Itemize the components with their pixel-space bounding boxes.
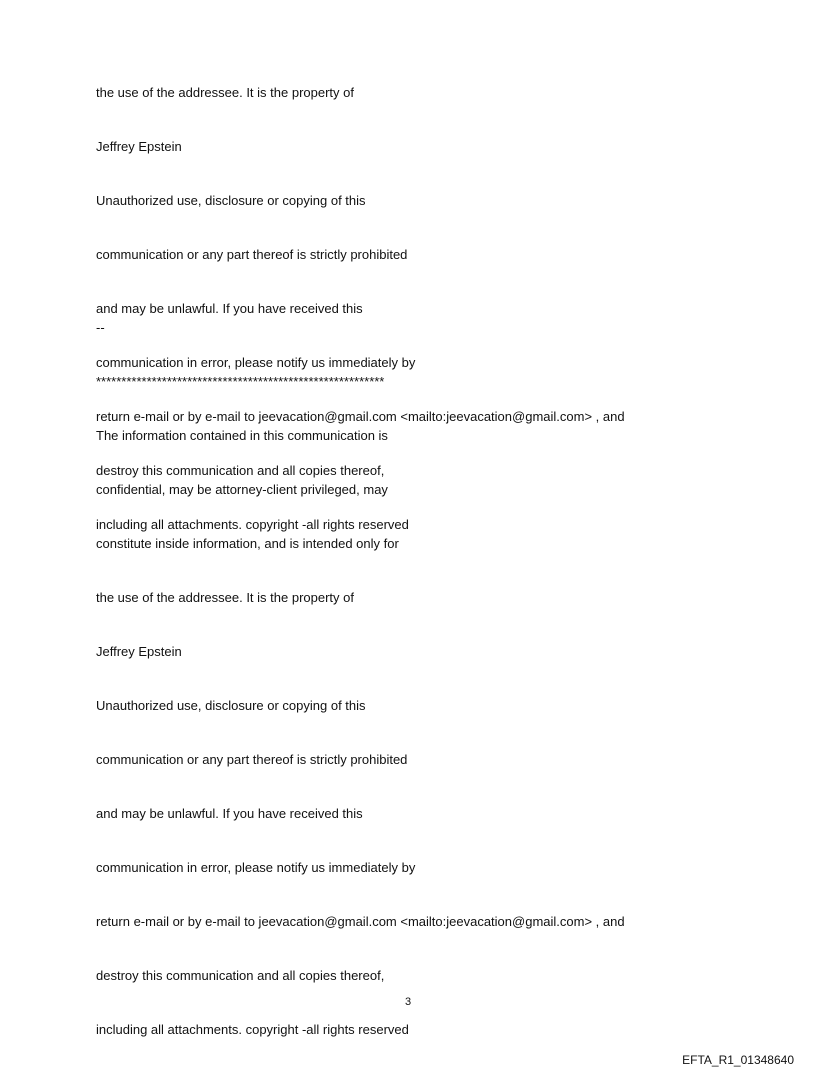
text-line: destroy this communication and all copies thereof, [96, 968, 385, 983]
text-line: destroy this communication and all copies thereof, [96, 463, 385, 478]
text-line: Unauthorized use, disclosure or copying of this [96, 698, 366, 713]
text-line: including all attachments. copyright -all rights reserved [96, 1022, 409, 1037]
text-line: including all attachments. copyright -all rights reserved [96, 517, 409, 532]
text-line: the use of the addressee. It is the property of [96, 85, 354, 100]
document-id: EFTA_R1_01348640 [682, 1053, 794, 1067]
text-line: return e-mail or by e-mail to jeevacation@gmail.com <mailto:jeevacation@gmail.com> , and [96, 914, 625, 929]
text-line: Unauthorized use, disclosure or copying of this [96, 193, 366, 208]
text-line: communication or any part thereof is strictly prohibited [96, 752, 408, 767]
page-number: 3 [404, 996, 412, 1008]
text-line: The information contained in this communication is [96, 428, 388, 443]
text-line: and may be unlawful. If you have received this [96, 806, 363, 821]
text-line: constitute inside information, and is intended only for [96, 536, 399, 551]
separator-dashes: -- [96, 320, 105, 335]
text-line: Jeffrey Epstein [96, 139, 182, 154]
text-line: return e-mail or by e-mail to jeevacation@gmail.com <mailto:jeevacation@gmail.com> , and [96, 409, 625, 424]
text-line: communication in error, please notify us immediately by [96, 860, 416, 875]
text-line: communication in error, please notify us immediately by [96, 355, 416, 370]
text-line: the use of the addressee. It is the property of [96, 590, 354, 605]
text-line: Jeffrey Epstein [96, 644, 182, 659]
separator-asterisks: ********************************************************* [96, 374, 385, 389]
disclaimer-block-2 [96, 283, 625, 1057]
text-line: and may be unlawful. If you have received this [96, 301, 363, 316]
text-line: confidential, may be attorney-client privileged, may [96, 482, 388, 497]
text-line: communication or any part thereof is strictly prohibited [96, 247, 408, 262]
